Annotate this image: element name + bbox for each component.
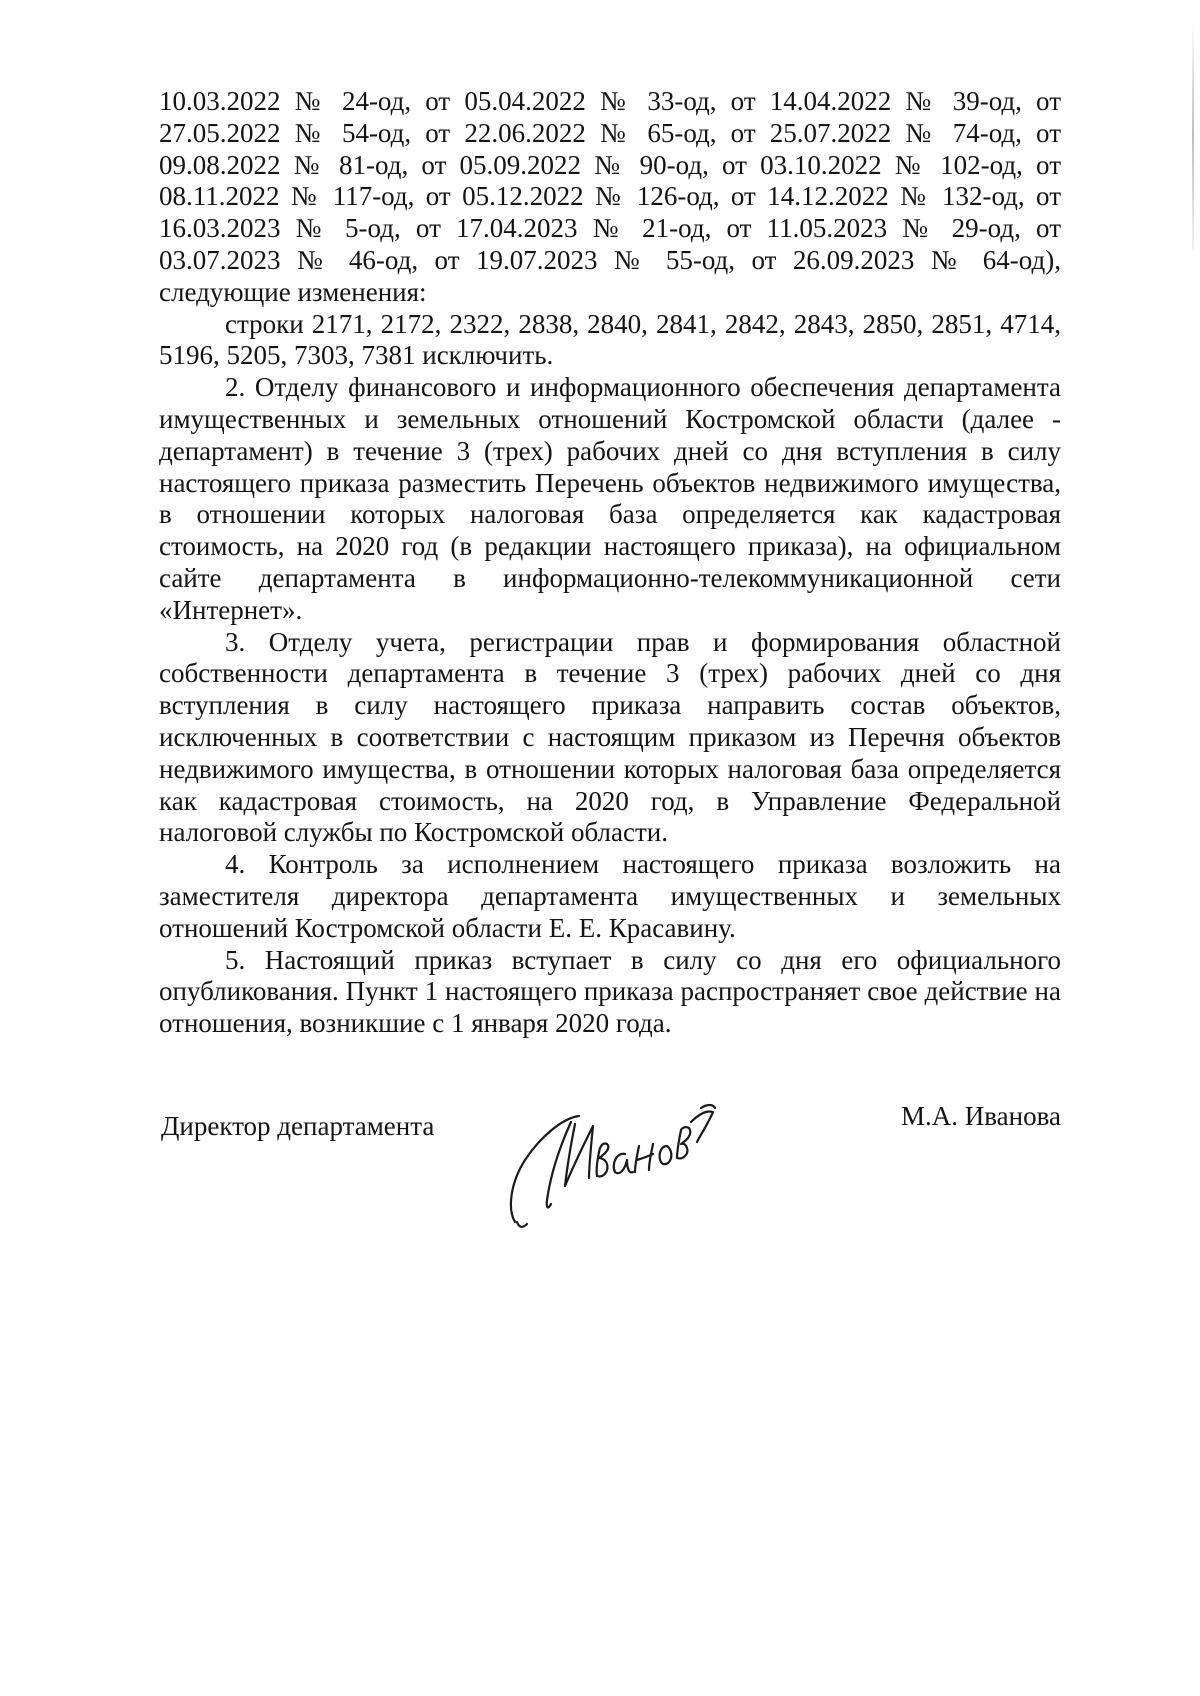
scan-edge-shadow — [1192, 20, 1194, 250]
document-body — [159, 86, 1061, 1040]
signer-name: М.А. Иванова — [901, 1101, 1061, 1131]
item-3-paragraph: 3. Отделу учета, регистрации прав и формирования областной собственности департамента в течение 3 (трех) рабочих дней со дня вступления в силу настоящего приказа направить состав объектов, исключенных в соответствии с настоящим приказом из Перечня объектов недвижимого имущества, в отношении которых налоговая база определяется как кадастровая стоимость, на 2020 год, в Управление Федеральной налоговой службы по Костромской области. — [159, 626, 1061, 848]
item-5-paragraph: 5. Настоящий приказ вступает в силу со дня его официального опубликования. Пункт 1 настоящего приказа распространяет свое действие на отношения, возникшие с 1 января 2020 года. — [159, 944, 1061, 1039]
amendment-list-paragraph: 10.03.2022 № 24-од, от 05.04.2022 № 33-од, от 14.04.2022 № 39-од, от 27.05.2022 № 54-од, от 22.06.2022 № 65-од, от 25.07.2022 № 74-од, от 09.08.2022 № 81-од, от 05.09.2022 № 90-од, от 03.10.2022 № 102-од, от 08.11.2022 № 117-од, от 05.12.2022 № 126-од, от 14.12.2022 № 132-од, от 16.03.2023 № 5-од, от 17.04.2023 № 21-од, от 11.05.2023 № 29-од, от 03.07.2023 № 46-од, от 19.07.2023 № 55-од, от 26.09.2023 № 64-од), следующие изменения: — [159, 86, 1061, 307]
handwritten-signature — [501, 1082, 731, 1232]
item-4-paragraph: 4. Контроль за исполнением настоящего приказа возложить на заместителя директора департамента имущественных и земельных отношений Костромской области Е. Е. Красавину. — [159, 849, 1061, 943]
signature-block — [161, 1100, 1061, 1240]
rows-excluded-paragraph: строки 2171, 2172, 2322, 2838, 2840, 2841, 2842, 2843, 2850, 2851, 4714, 5196, 5205, 7303, 7381 исключить. — [159, 308, 1061, 371]
signer-position: Директор департамента — [161, 1111, 435, 1141]
item-2-paragraph: 2. Отделу финансового и информационного обеспечения департамента имущественных и земельных отношений Костромской области (далее - департамент) в течение 3 (трех) рабочих дней со дня вступления в силу настоящего приказа разместить Перечень объектов недвижимого имущества, в отношении которых налоговая база определяется как кадастровая стоимость, на 2020 год (в редакции настоящего приказа), на официальном сайте департамента в информационно-телекоммуникационной сети «Интернет». — [159, 372, 1061, 625]
